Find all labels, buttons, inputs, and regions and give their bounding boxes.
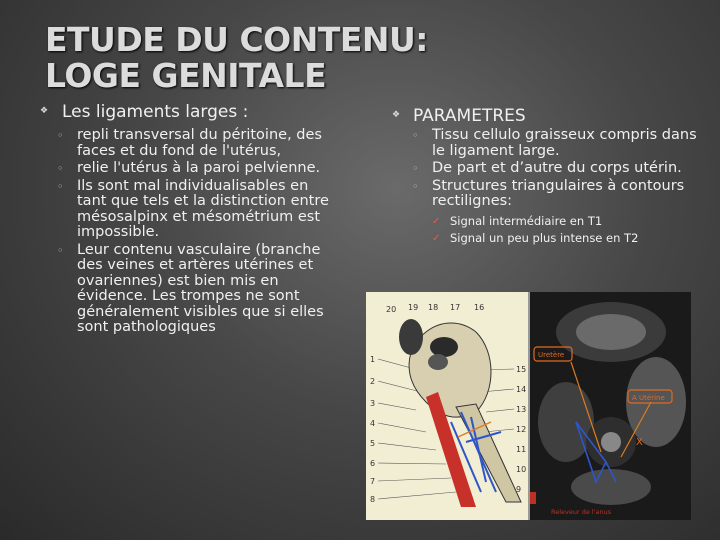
figure-number: 1 — [370, 355, 376, 364]
ring-bullet-icon: ◦ — [412, 162, 419, 175]
figure-number: 5 — [370, 439, 376, 448]
figure-number: 14 — [516, 385, 527, 394]
slide-title — [45, 22, 465, 94]
anatomical-drawing — [366, 292, 691, 520]
label-uretere-mri: Uretère — [538, 351, 565, 359]
list-item — [57, 128, 342, 159]
check-bullet-icon: ✓ — [432, 232, 441, 244]
check-bullet-icon: ✓ — [432, 215, 441, 227]
figure-number: 17 — [450, 303, 461, 312]
list-item — [412, 179, 712, 246]
label-auterine: A Utérine — [632, 394, 665, 402]
figure-number: 8 — [370, 495, 376, 504]
anatomy-svg — [366, 292, 691, 520]
list-item-text: repli transversal du péritoine, des faces et du fond de l'utérus, — [77, 127, 322, 159]
figure-number: 9 — [516, 485, 522, 494]
figure-number: 3 — [370, 399, 376, 408]
list-item-text: Ils sont mal individualisables en tant que tels et la distinction entre mésosalpinx et mésométrium est impossible. — [77, 177, 329, 240]
figure-number: 6 — [370, 459, 376, 468]
figure-number: 10 — [516, 465, 527, 474]
list-item — [432, 214, 712, 229]
list-item-text: Signal un peu plus intense en T2 — [450, 230, 639, 245]
figure-number: 13 — [516, 405, 527, 414]
title-line-1: ETUDE DU CONTENU: — [45, 20, 429, 59]
list-item-text: Structures triangulaires à contours rectilignes: — [432, 177, 685, 209]
figure-number: 18 — [428, 303, 439, 312]
figure-number: 4 — [370, 419, 376, 428]
figure-number: 12 — [516, 425, 527, 434]
left-heading: Les ligaments larges : — [62, 102, 249, 122]
list-item-text: Signal intermédiaire en T1 — [450, 213, 603, 228]
right-heading: PARAMETRES — [413, 106, 526, 126]
ring-bullet-icon: ◦ — [57, 179, 64, 193]
figure-number: 19 — [408, 303, 419, 312]
list-item — [57, 179, 342, 241]
figure-number: 16 — [474, 303, 485, 312]
list-item-text: relie l'utérus à la paroi pelvienne. — [77, 160, 321, 176]
left-list — [57, 128, 342, 338]
right-list — [412, 128, 712, 248]
ring-bullet-icon: ◦ — [412, 179, 419, 193]
signal-list — [432, 214, 712, 246]
ring-bullet-icon: ◦ — [57, 243, 64, 257]
figure-number: 11 — [516, 445, 527, 454]
figure-caption: Releveur de l'anus — [551, 508, 612, 516]
ring-bullet-icon: ◦ — [57, 129, 64, 142]
label-x: X — [636, 437, 643, 448]
list-item-text: Leur contenu vasculaire (branche des veines et artères utérines et ovariennes) est bien mis en évidence. Les trompes ne sont généralement visibles que si elles sont pathologiques — [77, 241, 324, 335]
figure-number: 15 — [516, 365, 527, 374]
figure-number: 7 — [370, 477, 376, 486]
bullet-icon: ❖ — [40, 106, 49, 116]
figure-number: 20 — [386, 305, 397, 314]
title-line-2: LOGE GENITALE — [45, 56, 327, 95]
list-item — [412, 128, 712, 159]
list-item — [432, 231, 712, 246]
list-item — [412, 161, 712, 177]
ring-bullet-icon: ◦ — [412, 129, 419, 142]
list-item-text: De part et d’autre du corps utérin. — [432, 160, 682, 176]
list-item — [57, 243, 342, 336]
list-item-text: Tissu cellulo graisseux compris dans le ligament large. — [432, 127, 697, 159]
ring-bullet-icon: ◦ — [57, 162, 64, 175]
bullet-icon: ❖ — [392, 110, 401, 120]
list-item — [57, 161, 342, 177]
figure-number: 2 — [370, 377, 376, 386]
